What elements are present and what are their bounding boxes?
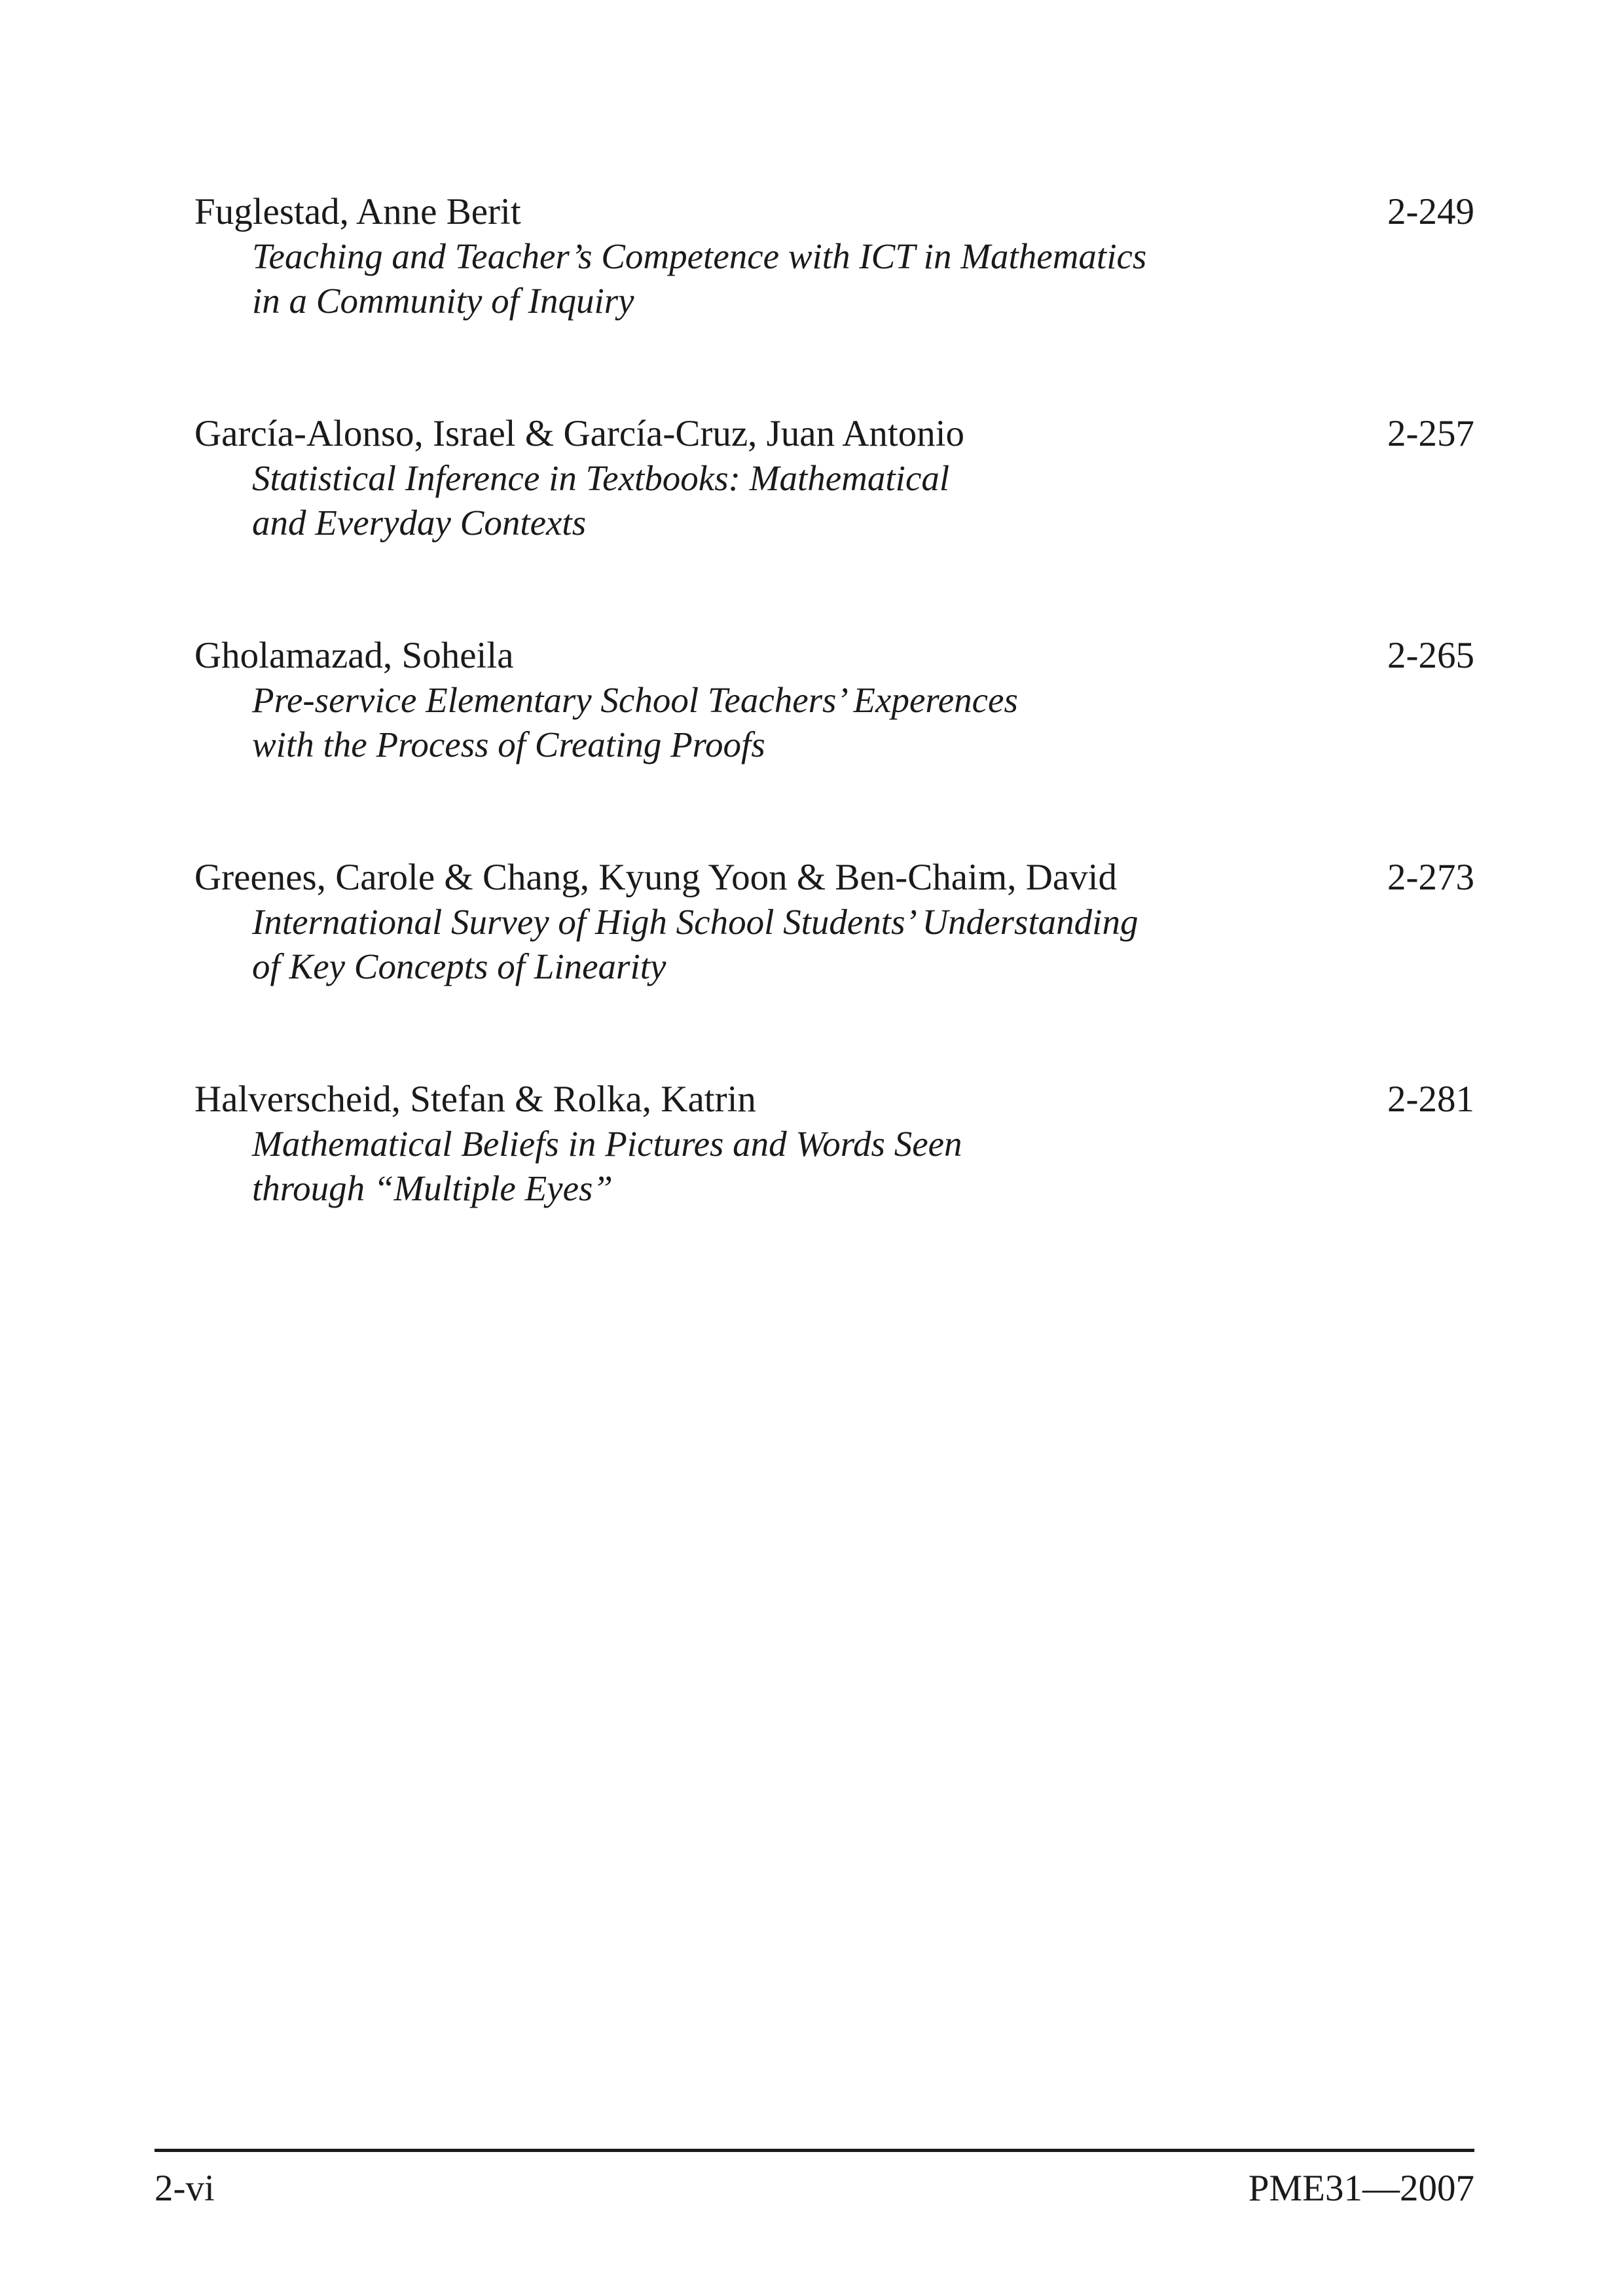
footer-page-label: 2-vi [155, 2168, 215, 2209]
entry-title-line: through “Multiple Eyes” [252, 1168, 613, 1208]
toc-entry [194, 634, 1474, 767]
toc-entry [194, 1077, 1474, 1211]
entry-authors: Fuglestad, Anne Berit [194, 191, 521, 232]
entry-authors: Greenes, Carole & Chang, Kyung Yoon & Ben-Chaim, David [194, 857, 1117, 898]
entry-title-line: Mathematical Beliefs in Pictures and Words Seen [252, 1124, 962, 1164]
entry-authors: Halverscheid, Stefan & Rolka, Katrin [194, 1079, 756, 1120]
entry-page-number: 2-265 [1387, 635, 1474, 676]
entry-title-line: with the Process of Creating Proofs [252, 725, 765, 764]
toc-entry [194, 412, 1474, 545]
entry-page-number: 2-273 [1387, 857, 1474, 898]
entry-title-line: of Key Concepts of Linearity [252, 946, 666, 986]
entry-page-number: 2-281 [1387, 1079, 1474, 1120]
entry-authors: García-Alonso, Israel & García-Cruz, Juan Antonio [194, 413, 965, 454]
table-of-contents [194, 190, 1474, 1299]
entry-title-line: International Survey of High School Students’ Understanding [252, 902, 1139, 942]
entry-page-number: 2-257 [1387, 413, 1474, 454]
entry-title-line: Teaching and Teacher’s Competence with ICT in Mathematics [252, 236, 1147, 276]
entry-page-number: 2-249 [1387, 191, 1474, 232]
footer-proceedings-label: PME31—2007 [1248, 2168, 1474, 2209]
entry-authors: Gholamazad, Soheila [194, 635, 514, 676]
toc-entry [194, 855, 1474, 989]
entry-title-line: and Everyday Contexts [252, 503, 587, 543]
toc-entry [194, 190, 1474, 323]
footer-rule [155, 2149, 1474, 2152]
entry-title-line: in a Community of Inquiry [252, 281, 634, 321]
entry-title-line: Statistical Inference in Textbooks: Mathematical [252, 458, 950, 498]
entry-title-line: Pre-service Elementary School Teachers’ Experences [252, 680, 1018, 720]
